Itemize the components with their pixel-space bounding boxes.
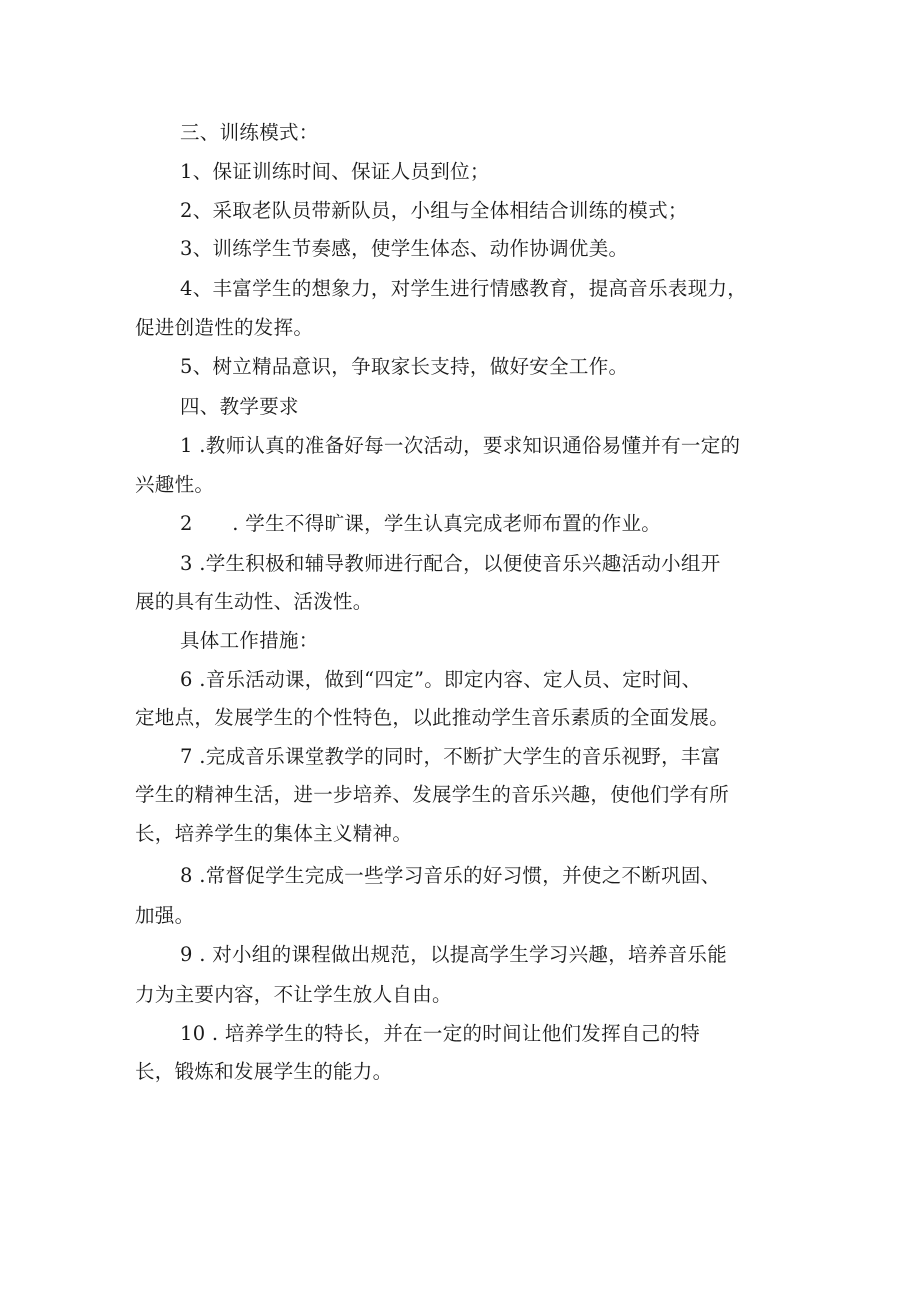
list-item-continuation: 定地点，发展学生的个性特色，以此推动学生音乐素质的全面发展。 [135,706,730,729]
list-item: 1 .教师认真的准备好每一次活动，要求知识通俗易懂并有一定的 [180,434,741,457]
list-item: 3 .学生积极和辅导教师进行配合，以便使音乐兴趣活动小组开 [180,552,721,575]
list-item-continuation: 力为主要内容，不让学生放人自由。 [135,983,452,1006]
list-item: 1、保证训练时间、保证人员到位； [180,160,490,183]
list-item: 10 . 培养学生的特长，并在一定的时间让他们发挥自己的特 [180,1022,701,1045]
list-item-continuation: 促进创造性的发挥。 [135,316,314,339]
section-heading-teaching-requirements: 四、教学要求 [180,395,299,418]
list-item-continuation: 加强。 [135,904,195,927]
list-item: 7 .完成音乐课堂教学的同时，不断扩大学生的音乐视野，丰富 [180,745,721,768]
list-item: 8 .常督促学生完成一些学习音乐的好习惯，并使之不断巩固、 [180,864,721,887]
list-item-continuation: 展的具有生动性、活泼性。 [135,590,373,613]
list-item-continuation: 学生的精神生活，进一步培养、发展学生的音乐兴趣，使他们学有所 [135,783,730,806]
list-item: 3、训练学生节奏感，使学生体态、动作协调优美。 [180,237,629,260]
list-item: 2 . 学生不得旷课，学生认真完成老师布置的作业。 [180,512,662,535]
list-item: 6 .音乐活动课，做到“四定”。即定内容、定人员、定时间、 [180,668,702,691]
list-item-continuation: 长，培养学生的集体主义精神。 [135,822,413,845]
section-heading-training-mode: 三、训练模式： [180,121,319,144]
list-item: 9 . 对小组的课程做出规范，以提高学生学习兴趣，培养音乐能 [180,943,728,966]
list-item: 5、树立精品意识，争取家长支持，做好安全工作。 [180,355,629,378]
list-item-continuation: 兴趣性。 [135,473,215,496]
list-item: 4、丰富学生的想象力，对学生进行情感教育，提高音乐表现力， [180,277,748,300]
section-heading-work-measures: 具体工作措施： [180,629,319,652]
list-item-continuation: 长，锻炼和发展学生的能力。 [135,1060,393,1083]
list-item: 2、采取老队员带新队员，小组与全体相结合训练的模式； [180,199,688,222]
